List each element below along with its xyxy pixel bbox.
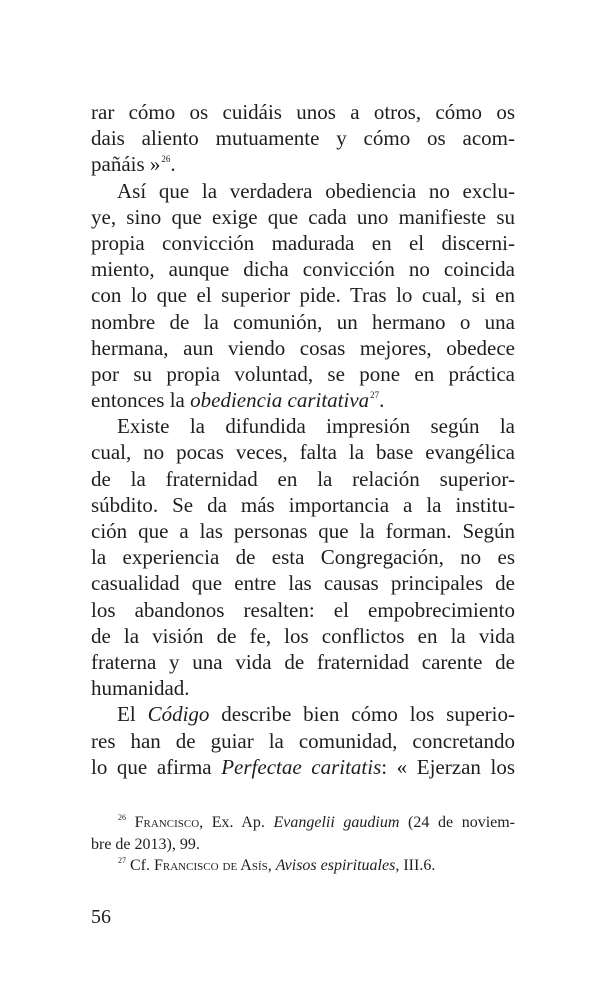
text-line: la experiencia de esta Congregación, no es [91,545,515,570]
text-line: ción que a las personas que la forman. Según [91,519,515,543]
text-line: rar cómo os cuidáis unos a otros, cómo os [91,100,515,124]
italic-term: Código [147,702,210,727]
text-line: súbdito. Se da más importancia a la institu- [91,492,515,517]
text-line: ye, sino que exige que cada uno manifieste su [91,204,515,229]
text-fragment: : « Ejerzan los [381,754,515,779]
text-line: de la visión de fe, los conflictos en la vida [91,623,515,648]
footnote-text: Cf. [126,857,154,874]
text-line: por su propia voluntad, se pone en práctica [91,361,515,386]
text-line [91,151,515,177]
text-line [91,387,515,413]
text-line [91,754,515,780]
text-line: de la fraternidad en la relación superior- [91,466,515,491]
text-line: Así que la verdadera obediencia no exclu- [117,178,515,203]
footnote-27 [91,855,515,877]
footnote-author: Francisco de Asís [154,857,268,874]
text-line: casualidad que entre las causas principales de [91,571,515,596]
text-fragment: describe bien cómo los superio- [209,702,515,727]
text-fragment: entonces la [91,388,191,413]
text-line: hermana, aun viendo cosas mejores, obedece [91,335,515,360]
italic-term: obediencia caritativa [190,388,370,413]
text-line: fraterna y una vida de fraternidad carente de [91,649,515,674]
italic-term: Perfectae caritatis [221,754,382,779]
text-fragment: . [170,152,176,177]
text-line: cual, no pocas veces, falta la base evangélica [91,440,515,465]
text-line: con lo que el superior pide. Tras lo cual, si en [91,283,515,308]
footnote-title: Avisos espirituales [275,857,396,874]
footnote-26 [91,812,515,834]
text-line: miento, aunque dicha convicción no coincida [91,257,515,282]
text-line: humanidad. [91,676,190,701]
text-fragment: lo que afirma [91,754,222,779]
text-fragment: . [379,388,385,413]
text-fragment: pañáis » [91,152,161,177]
text-line: propia convicción madurada en el discerni- [91,230,515,255]
footnote-text: , Ex. Ap. [199,814,274,831]
text-line: res han de guiar la comunidad, concretando [91,728,515,753]
text-line: Existe la difundida impresión según la [117,414,515,439]
text-line: nombre de la comunión, un hermano o una [91,309,515,334]
footnotes [91,812,515,877]
text-line: los abandonos resalten: el empobrecimiento [91,597,515,622]
footnote-ref-26[interactable]: 26 [161,154,171,165]
text-line: dais aliento mutuamente y cómo os acom- [91,126,515,151]
footnote-26-cont: bre de 2013), 99. [91,835,200,853]
footnote-mark: 26 [118,813,126,822]
footnote-author: Francisco [134,814,200,831]
text-fragment: El [117,702,148,727]
body-text [91,99,515,780]
footnote-text: , [267,857,276,874]
footnote-title: Evangelii gaudium [273,814,400,831]
footnote-ref-27[interactable]: 27 [370,390,380,401]
text-line [91,701,515,727]
page-number: 56 [91,906,111,928]
footnote-text: (24 de noviem- [399,814,516,831]
footnote-mark: 27 [118,856,126,865]
footnote-text: , III.6. [395,857,436,874]
